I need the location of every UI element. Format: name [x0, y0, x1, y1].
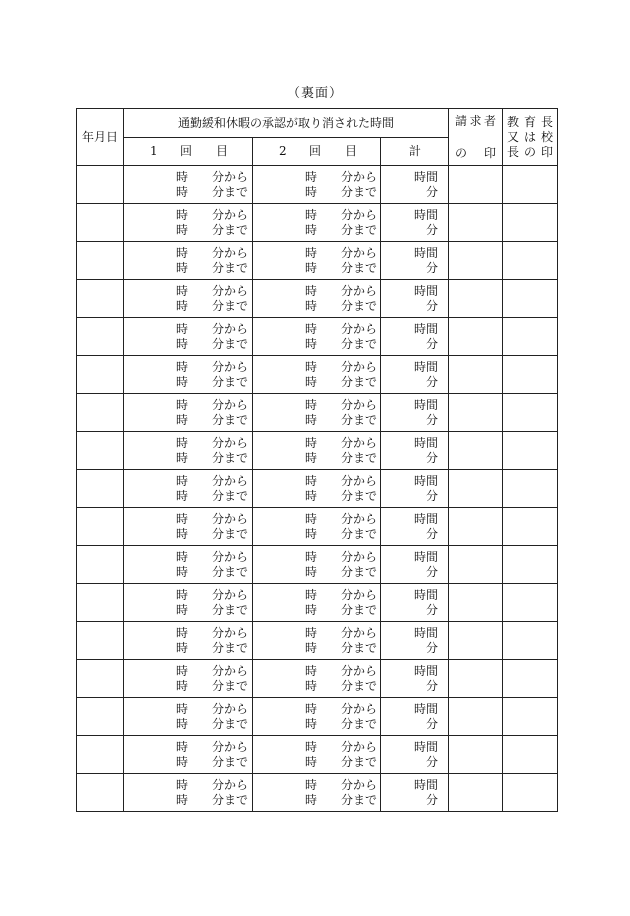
from-label: 分から: [341, 435, 378, 450]
principal-seal-cell[interactable]: [503, 394, 558, 432]
hours-label: 時間: [414, 283, 439, 298]
first-period-cell[interactable]: [124, 204, 253, 242]
principal-seal-cell[interactable]: [503, 546, 558, 584]
until-label: 分まで: [212, 336, 249, 351]
from-label: 分から: [212, 625, 249, 640]
from-label: 分から: [341, 207, 378, 222]
first-period-cell[interactable]: [124, 470, 253, 508]
hour-label: 時: [305, 602, 318, 617]
until-label: 分まで: [341, 602, 378, 617]
second-period-cell[interactable]: [253, 432, 381, 470]
hour-label: 時: [176, 184, 189, 199]
date-cell[interactable]: [77, 622, 124, 660]
minutes-label: 分: [426, 678, 439, 693]
hour-label: 時: [305, 564, 318, 579]
table-row: [77, 470, 558, 508]
hour-label: 時: [176, 473, 189, 488]
hour-label: 時: [305, 245, 318, 260]
minutes-label: 分: [426, 754, 439, 769]
hour-label: 時: [176, 207, 189, 222]
principal-seal-cell[interactable]: [503, 774, 558, 812]
hour-label: 時: [176, 359, 189, 374]
minutes-label: 分: [426, 526, 439, 541]
second-period-header: 2 回 目: [253, 138, 381, 166]
hour-label: 時: [176, 754, 189, 769]
from-label: 分から: [341, 587, 378, 602]
hour-label: 時: [176, 321, 189, 336]
hours-label: 時間: [414, 245, 439, 260]
total-cell[interactable]: [381, 280, 449, 318]
hour-label: 時: [176, 640, 189, 655]
hour-label: 時: [305, 511, 318, 526]
minutes-label: 分: [426, 374, 439, 389]
first-period-cell[interactable]: [124, 622, 253, 660]
from-label: 分から: [341, 473, 378, 488]
second-period-cell[interactable]: [253, 318, 381, 356]
hour-label: 時: [176, 739, 189, 754]
claimant-seal-cell[interactable]: [449, 242, 503, 280]
claimant-seal-cell[interactable]: [449, 698, 503, 736]
second-period-cell[interactable]: [253, 470, 381, 508]
minutes-label: 分: [426, 640, 439, 655]
hour-label: 時: [305, 374, 318, 389]
first-period-cell[interactable]: [124, 584, 253, 622]
total-cell[interactable]: [381, 736, 449, 774]
until-label: 分まで: [212, 374, 249, 389]
table-row: [77, 622, 558, 660]
table-row: [77, 698, 558, 736]
first-period-cell[interactable]: [124, 280, 253, 318]
date-cell[interactable]: [77, 736, 124, 774]
from-label: 分から: [341, 283, 378, 298]
from-label: 分から: [212, 739, 249, 754]
until-label: 分まで: [212, 678, 249, 693]
second-period-cell[interactable]: [253, 660, 381, 698]
hours-label: 時間: [414, 473, 439, 488]
table-row: [77, 166, 558, 204]
date-cell[interactable]: [77, 242, 124, 280]
from-label: 分から: [212, 777, 249, 792]
until-label: 分まで: [212, 412, 249, 427]
claimant-seal-cell[interactable]: [449, 736, 503, 774]
principal-seal-cell[interactable]: [503, 584, 558, 622]
hour-label: 時: [176, 564, 189, 579]
hours-label: 時間: [414, 435, 439, 450]
until-label: 分まで: [212, 526, 249, 541]
second-period-cell[interactable]: [253, 584, 381, 622]
until-label: 分まで: [341, 260, 378, 275]
minutes-label: 分: [426, 602, 439, 617]
until-label: 分まで: [341, 678, 378, 693]
principal-seal-cell[interactable]: [503, 698, 558, 736]
until-label: 分まで: [341, 640, 378, 655]
minutes-label: 分: [426, 184, 439, 199]
from-label: 分から: [212, 207, 249, 222]
second-period-cell[interactable]: [253, 622, 381, 660]
second-period-cell[interactable]: [253, 546, 381, 584]
date-cell[interactable]: [77, 698, 124, 736]
until-label: 分まで: [212, 564, 249, 579]
hour-label: 時: [305, 397, 318, 412]
hour-label: 時: [176, 169, 189, 184]
hour-label: 時: [176, 792, 189, 807]
second-period-cell[interactable]: [253, 698, 381, 736]
table-row: [77, 318, 558, 356]
until-label: 分まで: [212, 716, 249, 731]
second-period-cell[interactable]: [253, 242, 381, 280]
hour-label: 時: [305, 754, 318, 769]
from-label: 分から: [212, 169, 249, 184]
from-label: 分から: [341, 511, 378, 526]
date-cell[interactable]: [77, 470, 124, 508]
total-cell[interactable]: [381, 242, 449, 280]
hour-label: 時: [176, 678, 189, 693]
date-column-header: 年月日: [77, 109, 124, 166]
claimant-seal-cell[interactable]: [449, 318, 503, 356]
claimant-seal-cell[interactable]: [449, 166, 503, 204]
first-period-cell[interactable]: [124, 546, 253, 584]
first-period-cell[interactable]: [124, 774, 253, 812]
from-label: 分から: [212, 397, 249, 412]
minutes-label: 分: [426, 564, 439, 579]
second-period-cell[interactable]: [253, 356, 381, 394]
until-label: 分まで: [212, 754, 249, 769]
hour-label: 時: [176, 283, 189, 298]
until-label: 分まで: [341, 488, 378, 503]
hour-label: 時: [305, 412, 318, 427]
principal-seal-cell[interactable]: [503, 622, 558, 660]
until-label: 分まで: [341, 450, 378, 465]
claimant-seal-header: 請 求 者 の 印: [449, 109, 503, 166]
minutes-label: 分: [426, 336, 439, 351]
table-row: [77, 394, 558, 432]
hour-label: 時: [176, 412, 189, 427]
from-label: 分から: [341, 359, 378, 374]
claimant-seal-cell[interactable]: [449, 470, 503, 508]
claimant-seal-cell[interactable]: [449, 774, 503, 812]
hour-label: 時: [305, 739, 318, 754]
first-period-cell[interactable]: [124, 318, 253, 356]
hours-label: 時間: [414, 169, 439, 184]
hours-label: 時間: [414, 739, 439, 754]
first-period-cell[interactable]: [124, 660, 253, 698]
date-cell[interactable]: [77, 280, 124, 318]
hour-label: 時: [176, 602, 189, 617]
table-row: [77, 736, 558, 774]
first-period-header: 1 回 目: [124, 138, 253, 166]
from-label: 分から: [341, 169, 378, 184]
hour-label: 時: [305, 207, 318, 222]
minutes-label: 分: [426, 716, 439, 731]
hour-label: 時: [176, 298, 189, 313]
total-cell[interactable]: [381, 318, 449, 356]
date-cell[interactable]: [77, 660, 124, 698]
first-period-cell[interactable]: [124, 432, 253, 470]
hour-label: 時: [176, 511, 189, 526]
total-cell[interactable]: [381, 622, 449, 660]
principal-seal-cell[interactable]: [503, 166, 558, 204]
table-row: [77, 546, 558, 584]
minutes-label: 分: [426, 488, 439, 503]
claimant-seal-cell[interactable]: [449, 660, 503, 698]
from-label: 分から: [212, 245, 249, 260]
hour-label: 時: [176, 222, 189, 237]
claimant-seal-cell[interactable]: [449, 394, 503, 432]
minutes-label: 分: [426, 298, 439, 313]
hours-label: 時間: [414, 701, 439, 716]
claimant-seal-cell[interactable]: [449, 584, 503, 622]
principal-seal-cell[interactable]: [503, 204, 558, 242]
until-label: 分まで: [341, 754, 378, 769]
minutes-label: 分: [426, 260, 439, 275]
minutes-label: 分: [426, 222, 439, 237]
hour-label: 時: [176, 587, 189, 602]
table-row: [77, 204, 558, 242]
date-cell[interactable]: [77, 508, 124, 546]
claimant-seal-cell[interactable]: [449, 280, 503, 318]
from-label: 分から: [341, 625, 378, 640]
hour-label: 時: [176, 549, 189, 564]
claimant-seal-cell[interactable]: [449, 432, 503, 470]
hour-label: 時: [305, 184, 318, 199]
second-period-cell[interactable]: [253, 774, 381, 812]
total-cell[interactable]: [381, 394, 449, 432]
principal-seal-cell[interactable]: [503, 280, 558, 318]
hour-label: 時: [176, 625, 189, 640]
total-cell[interactable]: [381, 356, 449, 394]
from-label: 分から: [212, 549, 249, 564]
first-period-cell[interactable]: [124, 166, 253, 204]
principal-seal-cell[interactable]: [503, 508, 558, 546]
total-cell[interactable]: [381, 698, 449, 736]
until-label: 分まで: [341, 716, 378, 731]
hours-label: 時間: [414, 549, 439, 564]
minutes-label: 分: [426, 412, 439, 427]
first-period-cell[interactable]: [124, 394, 253, 432]
total-cell[interactable]: [381, 660, 449, 698]
until-label: 分まで: [212, 260, 249, 275]
first-period-cell[interactable]: [124, 698, 253, 736]
hour-label: 時: [176, 260, 189, 275]
hour-label: 時: [305, 473, 318, 488]
principal-seal-cell[interactable]: [503, 242, 558, 280]
claimant-seal-cell[interactable]: [449, 204, 503, 242]
from-label: 分から: [212, 283, 249, 298]
total-cell[interactable]: [381, 470, 449, 508]
hour-label: 時: [305, 625, 318, 640]
until-label: 分まで: [212, 222, 249, 237]
from-label: 分から: [341, 321, 378, 336]
claimant-seal-cell[interactable]: [449, 508, 503, 546]
hour-label: 時: [305, 435, 318, 450]
second-period-cell[interactable]: [253, 280, 381, 318]
table-row: [77, 660, 558, 698]
until-label: 分まで: [341, 298, 378, 313]
hour-label: 時: [176, 245, 189, 260]
total-cell[interactable]: [381, 432, 449, 470]
hours-label: 時間: [414, 207, 439, 222]
until-label: 分まで: [212, 488, 249, 503]
hour-label: 時: [176, 716, 189, 731]
second-period-cell[interactable]: [253, 736, 381, 774]
total-cell[interactable]: [381, 774, 449, 812]
from-label: 分から: [212, 435, 249, 450]
hour-label: 時: [176, 374, 189, 389]
until-label: 分まで: [212, 602, 249, 617]
principal-seal-cell[interactable]: [503, 432, 558, 470]
hour-label: 時: [305, 549, 318, 564]
first-period-cell[interactable]: [124, 508, 253, 546]
hour-label: 時: [305, 488, 318, 503]
from-label: 分から: [341, 549, 378, 564]
hour-label: 時: [176, 397, 189, 412]
hour-label: 時: [305, 792, 318, 807]
hour-label: 時: [305, 321, 318, 336]
hours-label: 時間: [414, 359, 439, 374]
hour-label: 時: [176, 663, 189, 678]
until-label: 分まで: [341, 222, 378, 237]
principal-seal-cell[interactable]: [503, 318, 558, 356]
date-cell[interactable]: [77, 356, 124, 394]
minutes-label: 分: [426, 792, 439, 807]
from-label: 分から: [212, 359, 249, 374]
total-cell[interactable]: [381, 584, 449, 622]
hours-label: 時間: [414, 625, 439, 640]
until-label: 分まで: [341, 564, 378, 579]
from-label: 分から: [212, 663, 249, 678]
total-header: 計: [381, 138, 449, 166]
date-cell[interactable]: [77, 774, 124, 812]
hours-label: 時間: [414, 397, 439, 412]
date-cell[interactable]: [77, 432, 124, 470]
hour-label: 時: [305, 298, 318, 313]
from-label: 分から: [341, 397, 378, 412]
hour-label: 時: [305, 640, 318, 655]
hour-label: 時: [305, 587, 318, 602]
table-row: [77, 584, 558, 622]
until-label: 分まで: [341, 792, 378, 807]
hours-label: 時間: [414, 321, 439, 336]
total-cell[interactable]: [381, 204, 449, 242]
hour-label: 時: [305, 777, 318, 792]
table-row: [77, 508, 558, 546]
hour-label: 時: [305, 169, 318, 184]
cancellation-record-table: [76, 108, 558, 812]
table-row: [77, 242, 558, 280]
principal-seal-header: 教 育 長 又 は 校 長 の 印: [503, 109, 558, 166]
hour-label: 時: [305, 450, 318, 465]
until-label: 分まで: [212, 640, 249, 655]
hours-label: 時間: [414, 587, 439, 602]
table-title: 通勤緩和休暇の承認が取り消された時間: [124, 109, 449, 138]
total-cell[interactable]: [381, 546, 449, 584]
from-label: 分から: [341, 739, 378, 754]
hour-label: 時: [176, 435, 189, 450]
until-label: 分まで: [341, 412, 378, 427]
date-cell[interactable]: [77, 318, 124, 356]
until-label: 分まで: [341, 336, 378, 351]
hour-label: 時: [305, 222, 318, 237]
total-cell[interactable]: [381, 166, 449, 204]
hour-label: 時: [176, 450, 189, 465]
until-label: 分まで: [341, 184, 378, 199]
principal-seal-cell[interactable]: [503, 660, 558, 698]
total-cell[interactable]: [381, 508, 449, 546]
hour-label: 時: [305, 716, 318, 731]
until-label: 分まで: [212, 298, 249, 313]
second-period-cell[interactable]: [253, 508, 381, 546]
hour-label: 時: [176, 777, 189, 792]
from-label: 分から: [341, 663, 378, 678]
principal-seal-cell[interactable]: [503, 736, 558, 774]
second-period-cell[interactable]: [253, 394, 381, 432]
from-label: 分から: [341, 777, 378, 792]
table-row: [77, 432, 558, 470]
until-label: 分まで: [341, 526, 378, 541]
page-heading: （裏面）: [286, 86, 343, 101]
date-cell[interactable]: [77, 584, 124, 622]
claimant-seal-cell[interactable]: [449, 622, 503, 660]
from-label: 分から: [341, 701, 378, 716]
hour-label: 時: [176, 701, 189, 716]
date-cell[interactable]: [77, 166, 124, 204]
until-label: 分まで: [212, 792, 249, 807]
until-label: 分まで: [341, 374, 378, 389]
hour-label: 時: [305, 663, 318, 678]
until-label: 分まで: [212, 184, 249, 199]
from-label: 分から: [212, 321, 249, 336]
hour-label: 時: [305, 336, 318, 351]
principal-seal-cell[interactable]: [503, 470, 558, 508]
second-period-cell[interactable]: [253, 204, 381, 242]
principal-seal-cell[interactable]: [503, 356, 558, 394]
hour-label: 時: [305, 526, 318, 541]
table-row: [77, 774, 558, 812]
hour-label: 時: [305, 359, 318, 374]
hour-label: 時: [176, 336, 189, 351]
hour-label: 時: [305, 678, 318, 693]
hours-label: 時間: [414, 663, 439, 678]
from-label: 分から: [212, 473, 249, 488]
date-cell[interactable]: [77, 546, 124, 584]
from-label: 分から: [341, 245, 378, 260]
from-label: 分から: [212, 701, 249, 716]
hours-label: 時間: [414, 511, 439, 526]
second-period-cell[interactable]: [253, 166, 381, 204]
hour-label: 時: [305, 701, 318, 716]
hour-label: 時: [176, 488, 189, 503]
date-cell[interactable]: [77, 394, 124, 432]
first-period-cell[interactable]: [124, 736, 253, 774]
from-label: 分から: [212, 587, 249, 602]
from-label: 分から: [212, 511, 249, 526]
hour-label: 時: [305, 283, 318, 298]
table-row: [77, 280, 558, 318]
until-label: 分まで: [212, 450, 249, 465]
table-row: [77, 356, 558, 394]
hours-label: 時間: [414, 777, 439, 792]
first-period-cell[interactable]: [124, 242, 253, 280]
claimant-seal-cell[interactable]: [449, 356, 503, 394]
claimant-seal-cell[interactable]: [449, 546, 503, 584]
first-period-cell[interactable]: [124, 356, 253, 394]
date-cell[interactable]: [77, 204, 124, 242]
minutes-label: 分: [426, 450, 439, 465]
hour-label: 時: [305, 260, 318, 275]
hour-label: 時: [176, 526, 189, 541]
